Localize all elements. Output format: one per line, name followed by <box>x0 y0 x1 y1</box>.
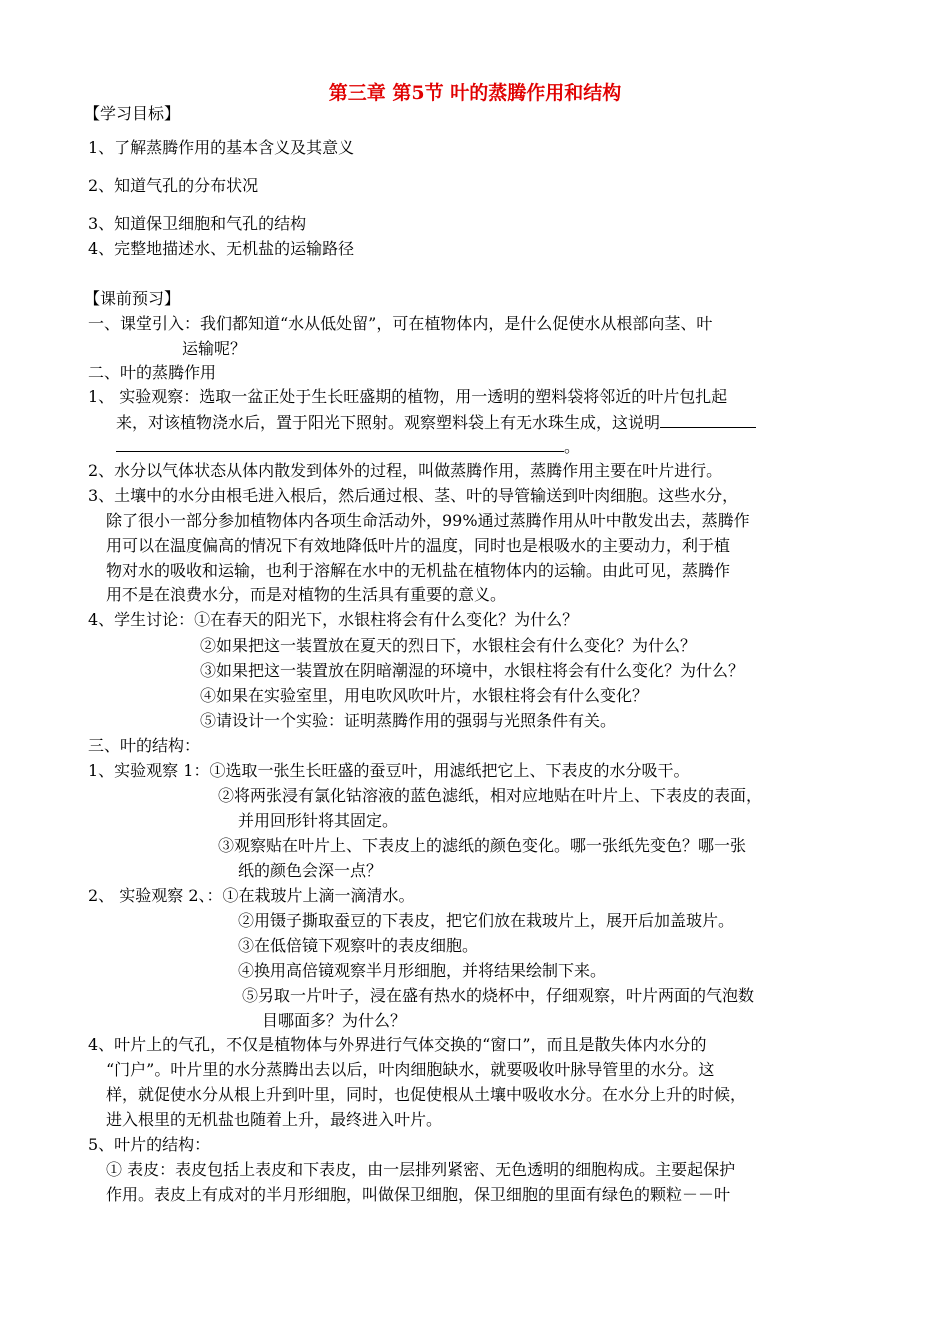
section-heading-transpiration: 二、叶的蒸腾作用 <box>88 363 217 382</box>
experiment-step: 纸的颜色会深一点？ <box>238 861 383 880</box>
experiment-step: ③在低倍镜下观察叶的表皮细胞。 <box>238 936 479 955</box>
paragraph-line: 用可以在温度偏高的情况下有效地降低叶片的温度，同时也是根吸水的主要动力，利于植 <box>106 536 731 555</box>
paragraph-line: ① 表皮：表皮包括上表皮和下表皮，由一层排列紧密、无色透明的细胞构成。主要起保护 <box>106 1160 736 1179</box>
paragraph-line: “门户”。叶片里的水分蒸腾出去以后，叶肉细胞缺水，就要吸收叶脉导管里的水分。这 <box>106 1060 715 1079</box>
paragraph-line: 一、课堂引入：我们都知道“水从低处留”，可在植物体内，是什么促使水从根部向茎、叶 <box>88 314 713 333</box>
paragraph-line: 除了很小一部分参加植物体内各项生命活动外，99%通过蒸腾作用从叶中散发出去，蒸腾作 <box>106 511 750 530</box>
section-heading-objectives: 【学习目标】 <box>84 104 181 123</box>
page-title: 第三章 第5节 叶的蒸腾作用和结构 <box>328 82 622 104</box>
paragraph-line <box>116 435 580 458</box>
experiment-step: ②用镊子撕取蚕豆的下表皮，把它们放在栽玻片上，展开后加盖玻片。 <box>238 911 735 930</box>
discussion-item: ④如果在实验室里，用电吹风吹叶片，水银柱将会有什么变化？ <box>200 686 649 705</box>
paragraph-line: 3、土壤中的水分由根毛进入根后，然后通过根、茎、叶的导管输送到叶肉细胞。这些水分， <box>88 486 739 505</box>
experiment-step: ⑤另取一片叶子，浸在盛有热水的烧杯中，仔细观察，叶片两面的气泡数 <box>242 986 755 1005</box>
objective-item: 4、完整地描述水、无机盐的运输路径 <box>88 239 355 258</box>
experiment-step: ③观察贴在叶片上、下表皮上的滤纸的颜色变化。哪一张纸先变色？哪一张 <box>218 836 747 855</box>
paragraph-line: 作用。表皮上有成对的半月形细胞，叫做保卫细胞，保卫细胞的里面有绿色的颗粒－－叶 <box>106 1185 731 1204</box>
paragraph-line: 进入根里的无机盐也随着上升，最终进入叶片。 <box>106 1110 443 1129</box>
discussion-item: ⑤请设计一个实验：证明蒸腾作用的强弱与光照条件有关。 <box>200 711 617 730</box>
objective-item: 1、了解蒸腾作用的基本含义及其意义 <box>88 138 355 157</box>
experiment-step: 2、 实验观察 2、：①在栽玻片上滴一滴清水。 <box>88 886 415 905</box>
paragraph-line: 物对水的吸收和运输，也利于溶解在水中的无机盐在植物体内的运输。由此可见，蒸腾作 <box>106 561 731 580</box>
paragraph-line: 1、 实验观察：选取一盆正处于生长旺盛期的植物，用一透明的塑料袋将邻近的叶片包扎起 <box>88 387 728 406</box>
paragraph-text: 。 <box>564 437 581 456</box>
experiment-step: 目哪面多？为什么？ <box>262 1011 407 1030</box>
paragraph-line: 样，就促使水分从根上升到叶里，同时，也促使根从土壤中吸收水分。在水分上升的时候， <box>106 1085 747 1104</box>
objective-item: 2、知道气孔的分布状况 <box>88 176 259 195</box>
paragraph-line <box>116 411 756 434</box>
answer-blank[interactable] <box>660 411 756 428</box>
experiment-step: 并用回形针将其固定。 <box>238 811 399 830</box>
paragraph-line: 5、叶片的结构： <box>88 1135 211 1154</box>
section-heading-preview: 【课前预习】 <box>84 289 181 308</box>
answer-blank[interactable] <box>116 435 564 452</box>
objective-item: 3、知道保卫细胞和气孔的结构 <box>88 214 307 233</box>
paragraph-text: 来，对该植物浇水后，置于阳光下照射。观察塑料袋上有无水珠生成，这说明 <box>116 413 661 432</box>
discussion-item: ②如果把这一装置放在夏天的烈日下，水银柱会有什么变化？为什么？ <box>200 636 697 655</box>
section-heading-structure: 三、叶的结构： <box>88 736 201 755</box>
paragraph-line: 4、叶片上的气孔，不仅是植物体与外界进行气体交换的“窗口”，而且是散失体内水分的 <box>88 1035 707 1054</box>
paragraph-line: 2、水分以气体状态从体内散发到体外的过程，叫做蒸腾作用，蒸腾作用主要在叶片进行。 <box>88 461 723 480</box>
paragraph-line: 用不是在浪费水分，而是对植物的生活具有重要的意义。 <box>106 585 507 604</box>
experiment-step: ④换用高倍镜观察半月形细胞，并将结果绘制下来。 <box>238 961 607 980</box>
experiment-step: 1、实验观察 1：①选取一张生长旺盛的蚕豆叶，用滤纸把它上、下表皮的水分吸干。 <box>88 761 690 780</box>
experiment-step: ②将两张浸有氯化钴溶液的蓝色滤纸，相对应地贴在叶片上、下表皮的表面， <box>218 786 763 805</box>
paragraph-line: 运输呢？ <box>182 339 247 358</box>
discussion-item: 4、学生讨论：①在春天的阳光下，水银柱将会有什么变化？为什么？ <box>88 610 579 629</box>
discussion-item: ③如果把这一装置放在阴暗潮湿的环境中，水银柱将会有什么变化？为什么？ <box>200 661 745 680</box>
